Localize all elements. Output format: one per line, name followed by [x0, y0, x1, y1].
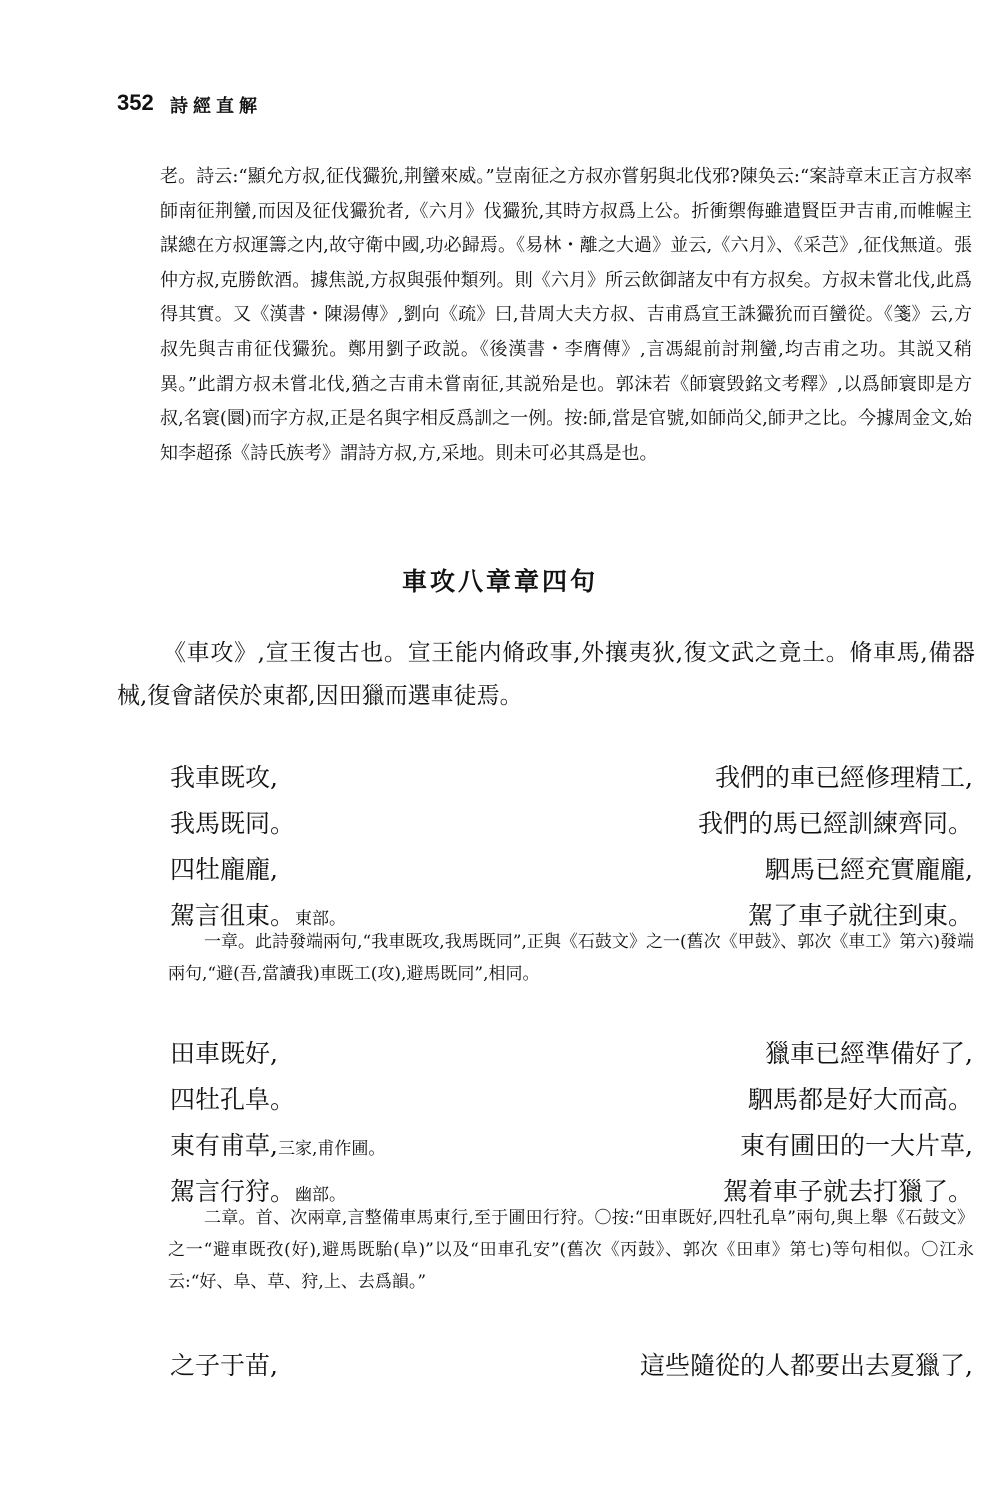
- translation-line: 獵車已經準備好了,: [765, 1039, 973, 1068]
- stanza-1-commentary: [168, 926, 974, 990]
- translation-line: 我們的車已經修理精工,: [715, 763, 973, 792]
- running-head-book-title: 詩經直解: [170, 96, 262, 117]
- translation-line: 東有圃田的一大片草,: [740, 1131, 973, 1160]
- variant-note: 三家,甫作圃。: [277, 1139, 386, 1159]
- stanza-3: [0, 1346, 1000, 1392]
- stanza-2-commentary: [168, 1202, 974, 1298]
- original-line: 四牡龐龐,: [170, 855, 278, 884]
- translation-line: 駕了車子就往到東。: [747, 901, 973, 930]
- chapter-title: 車攻八章章四句: [401, 567, 598, 596]
- verse-line: [0, 1034, 1000, 1080]
- verse-line: [0, 758, 1000, 804]
- original-line: 東有甫草,三家,甫作圃。: [170, 1131, 386, 1160]
- original-line: 駕言行狩。幽部。: [170, 1177, 347, 1206]
- verse-line: [0, 850, 1000, 896]
- stanza-1: [0, 758, 1000, 942]
- verse-line: [0, 1126, 1000, 1172]
- prior-note-text: 老。詩云:“顯允方叔,征伐玁狁,荆蠻來威。”豈南征之方叔亦嘗躬與北伐邪?陳奂云:“案詩章末正言方叔率師南征荆蠻,而因及征伐玁狁者,《六月》伐玁狁,其時方叔爲上公。折衝禦侮雖遣賢臣尹吉甫,而帷幄主謀總在方叔運籌之内,故守衛中國,功必歸焉。《易林・離之大過》並云,《六月》、《采芑》,征伐無道。張仲方叔,克勝飲酒。據焦説,方叔與張仲類列。則《六月》所云飲御諸友中有方叔矣。方叔未嘗北伐,此爲得其實。又《漢書・陳湯傳》,劉向《疏》曰,昔周大夫方叔、吉甫爲宣王誅玁狁而百蠻從。《箋》云,方叔先與吉甫征伐玁狁。鄭用劉子政説。《後漢書・李膺傳》,言馮緄前討荆蠻,均吉甫之功。其説又稍異。”此謂方叔未嘗北伐,猶之吉甫未嘗南征,其説殆是也。郭沫若《師寰毁銘文考釋》,以爲師寰即是方叔,名寰(圜)而字方叔,正是名與字相反爲訓之一例。按:師,當是官號,如師尚父,師尹之比。今據周金文,始知李超孫《詩氏族考》謂詩方叔,方,采地。則未可必其爲是也。: [160, 166, 972, 464]
- commentary-text: 一章。此詩發端兩句,“我車既攻,我馬既同”,正與《石鼓文》之一(舊次《甲鼓》、郭次《車工》第六)發端兩句,“避(吾,當讀我)車既工(攻),避馬既同”,相同。: [168, 932, 974, 984]
- preface: 《車攻》,宣王復古也。宣王能内脩政事,外攘夷狄,復文武之竟土。脩車馬,備器械,復會諸侯於東都,因田獵而選車徒焉。: [117, 640, 975, 709]
- translation-line: 這些隨從的人都要出去夏獵了,: [640, 1351, 973, 1380]
- translation-line: 駟馬都是好大而高。: [747, 1085, 973, 1114]
- rime-note: 東部。: [295, 909, 347, 929]
- prior-note: [160, 160, 972, 471]
- rime-note: 幽部。: [295, 1185, 347, 1205]
- stanza-2: [0, 1034, 1000, 1218]
- translation-line: 駟馬已經充實龐龐,: [765, 855, 973, 884]
- original-line: 我車既攻,: [170, 763, 278, 792]
- verse-line: [0, 804, 1000, 850]
- page-number: 352: [117, 90, 154, 115]
- original-line: 四牡孔阜。: [170, 1085, 296, 1114]
- original-line: 我馬既同。: [170, 809, 296, 838]
- verse-line: [0, 1346, 1000, 1392]
- verse-line: [0, 1080, 1000, 1126]
- original-line: 之子于苗,: [170, 1351, 278, 1380]
- original-line: 駕言徂東。東部。: [170, 901, 347, 930]
- translation-line: 駕着車子就去打獵了。: [722, 1177, 973, 1206]
- original-line: 田車既好,: [170, 1039, 278, 1068]
- translation-line: 我們的馬已經訓練齊同。: [697, 809, 973, 838]
- commentary-text: 二章。首、次兩章,言整備車馬東行,至于圃田行狩。〇按:“田車既好,四牡孔阜”兩句,與上舉《石鼓文》之一“避車既孜(好),避馬既駘(阜)”以及“田車孔安”(舊次《丙鼓》、郭次《田車》第七)等句相似。〇江永云:“好、阜、草、狩,上、去爲韻。”: [168, 1208, 974, 1292]
